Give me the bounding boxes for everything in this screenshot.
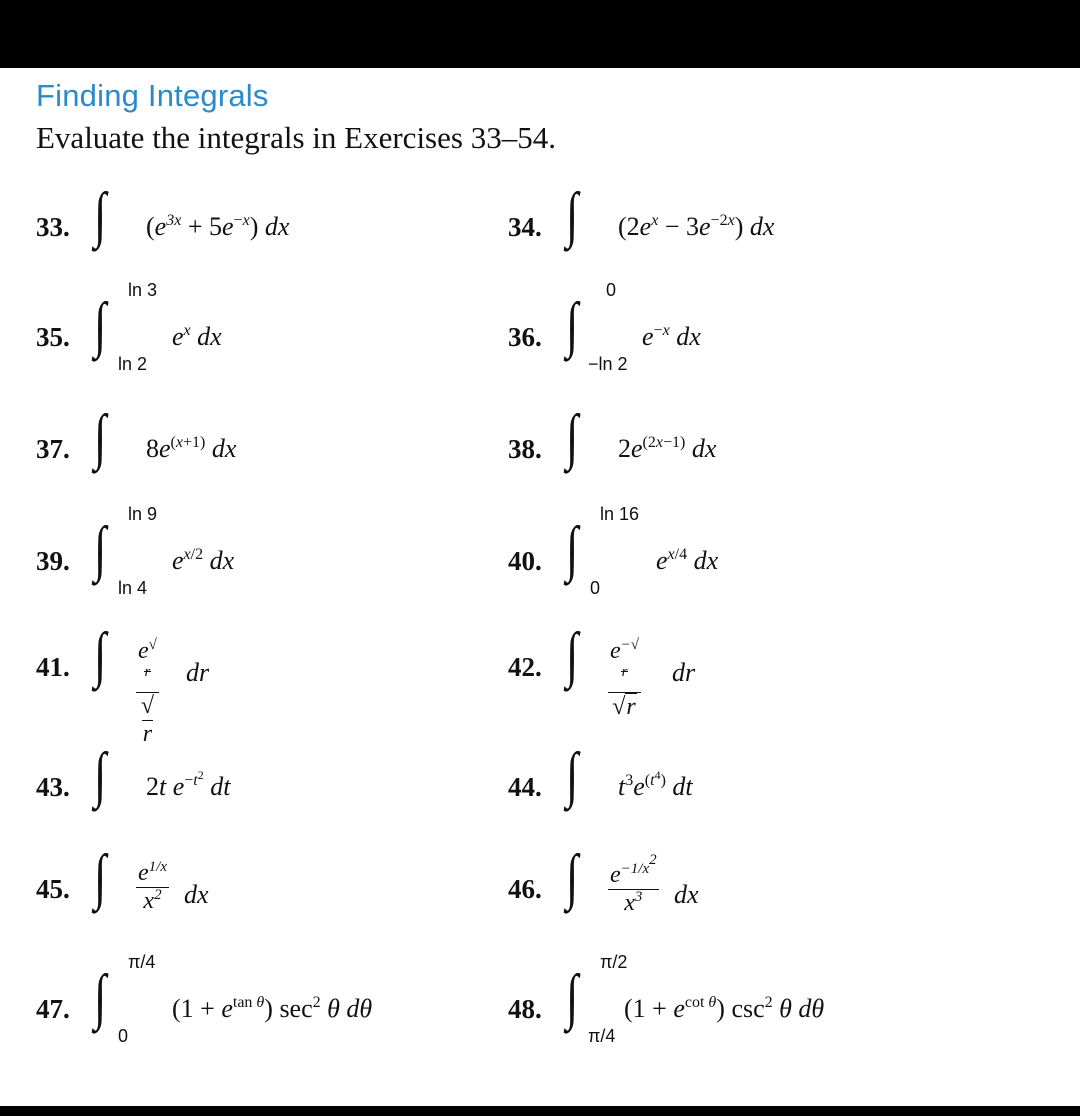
upper-limit: ln 3 bbox=[128, 280, 158, 300]
exercise-number: 36. bbox=[508, 322, 542, 352]
integrand: $(2e^x - 3e^{-2x})$ dx bbox=[618, 212, 775, 241]
exercise-number: 33. bbox=[36, 212, 70, 242]
exercise-number: 34. bbox=[508, 212, 542, 242]
lower-limit: 0 bbox=[590, 578, 601, 598]
integrand-fraction: $\frac{e^{√r}}{√r}$ bbox=[138, 637, 157, 747]
integrand: $e^{x/2}$ dx bbox=[172, 546, 235, 575]
integrand-fraction: $\frac{e^{-1/x^2}}{x^3}$ bbox=[610, 852, 657, 916]
integral-sign: ∫ bbox=[94, 963, 107, 1031]
exercise-page bbox=[0, 68, 1080, 1106]
integral-sign: ∫ bbox=[566, 621, 579, 689]
integrand: $8e^{(x+1)}$ dx bbox=[146, 434, 237, 463]
integrand: $(e^{3x} + 5e^{-x})$ dx bbox=[146, 212, 290, 241]
differential: dr bbox=[672, 658, 696, 687]
section-title: Finding Integrals bbox=[36, 78, 269, 113]
integrand: $(1 + e^{cot \theta})$ $\csc^2 \theta$ dθ bbox=[624, 994, 825, 1023]
exercise-number: 41. bbox=[36, 652, 70, 682]
integral-sign: ∫ bbox=[94, 515, 107, 583]
exercise-number: 47. bbox=[36, 994, 70, 1024]
integral-sign: ∫ bbox=[566, 403, 579, 471]
integral-sign: ∫ bbox=[94, 291, 107, 359]
integrand: $e^x$ dx bbox=[172, 322, 222, 351]
integrand: $e^{x/4}$ dx bbox=[656, 546, 719, 575]
integral-sign: ∫ bbox=[566, 181, 579, 249]
integral-sign: ∫ bbox=[566, 741, 579, 809]
exercise-number: 43. bbox=[36, 772, 70, 802]
integrand-fraction: $\frac{e^{1/x}}{x^2}$ bbox=[138, 859, 167, 914]
exercise-number: 37. bbox=[36, 434, 70, 464]
exercise-number: 40. bbox=[508, 546, 542, 576]
integrand: 2t $e^{-t^2}$ dt bbox=[146, 768, 231, 801]
upper-limit: π/4 bbox=[128, 952, 156, 972]
exercise-number: 45. bbox=[36, 874, 70, 904]
integrand: $(1 + e^{tan \theta})$ $\sec^2 \theta$ dθ bbox=[172, 994, 373, 1023]
lower-limit: π/4 bbox=[588, 1026, 616, 1046]
lower-limit: −ln 2 bbox=[588, 354, 628, 374]
lower-limit: 0 bbox=[118, 1026, 129, 1046]
exercise-number: 39. bbox=[36, 546, 70, 576]
integral-sign: ∫ bbox=[94, 843, 107, 911]
exercise-number: 46. bbox=[508, 874, 542, 904]
exercise-number: 42. bbox=[508, 652, 542, 682]
integrand-fraction: $\frac{e^{-√r}}{√r}$ bbox=[610, 637, 640, 720]
integral-sign: ∫ bbox=[94, 621, 107, 689]
integral-sign: ∫ bbox=[566, 515, 579, 583]
upper-limit: ln 16 bbox=[600, 504, 640, 524]
exercise-number: 48. bbox=[508, 994, 542, 1024]
exercise-number: 35. bbox=[36, 322, 70, 352]
differential: dr bbox=[186, 658, 210, 687]
instructions: Evaluate the integrals in Exercises 33–54. bbox=[36, 120, 556, 155]
integral-sign: ∫ bbox=[94, 741, 107, 809]
integrand: $t^3e^{(t^4)}$ dt bbox=[618, 768, 693, 801]
integral-sign: ∫ bbox=[94, 403, 107, 471]
integrand: $e^{-x}$ dx bbox=[642, 322, 701, 351]
exercise-number: 44. bbox=[508, 772, 542, 802]
differential: dx bbox=[184, 880, 209, 909]
differential: dx bbox=[674, 880, 699, 909]
integral-sign: ∫ bbox=[566, 963, 579, 1031]
upper-limit: π/2 bbox=[600, 952, 628, 972]
exercise-number: 38. bbox=[508, 434, 542, 464]
integral-sign: ∫ bbox=[566, 291, 579, 359]
integral-sign: ∫ bbox=[94, 181, 107, 249]
integral-sign: ∫ bbox=[566, 843, 579, 911]
lower-limit: ln 2 bbox=[118, 354, 148, 374]
integrand: $2e^{(2x-1)}$ dx bbox=[618, 434, 717, 463]
lower-limit: ln 4 bbox=[118, 578, 148, 598]
upper-limit: ln 9 bbox=[128, 504, 158, 524]
upper-limit: 0 bbox=[606, 280, 617, 300]
